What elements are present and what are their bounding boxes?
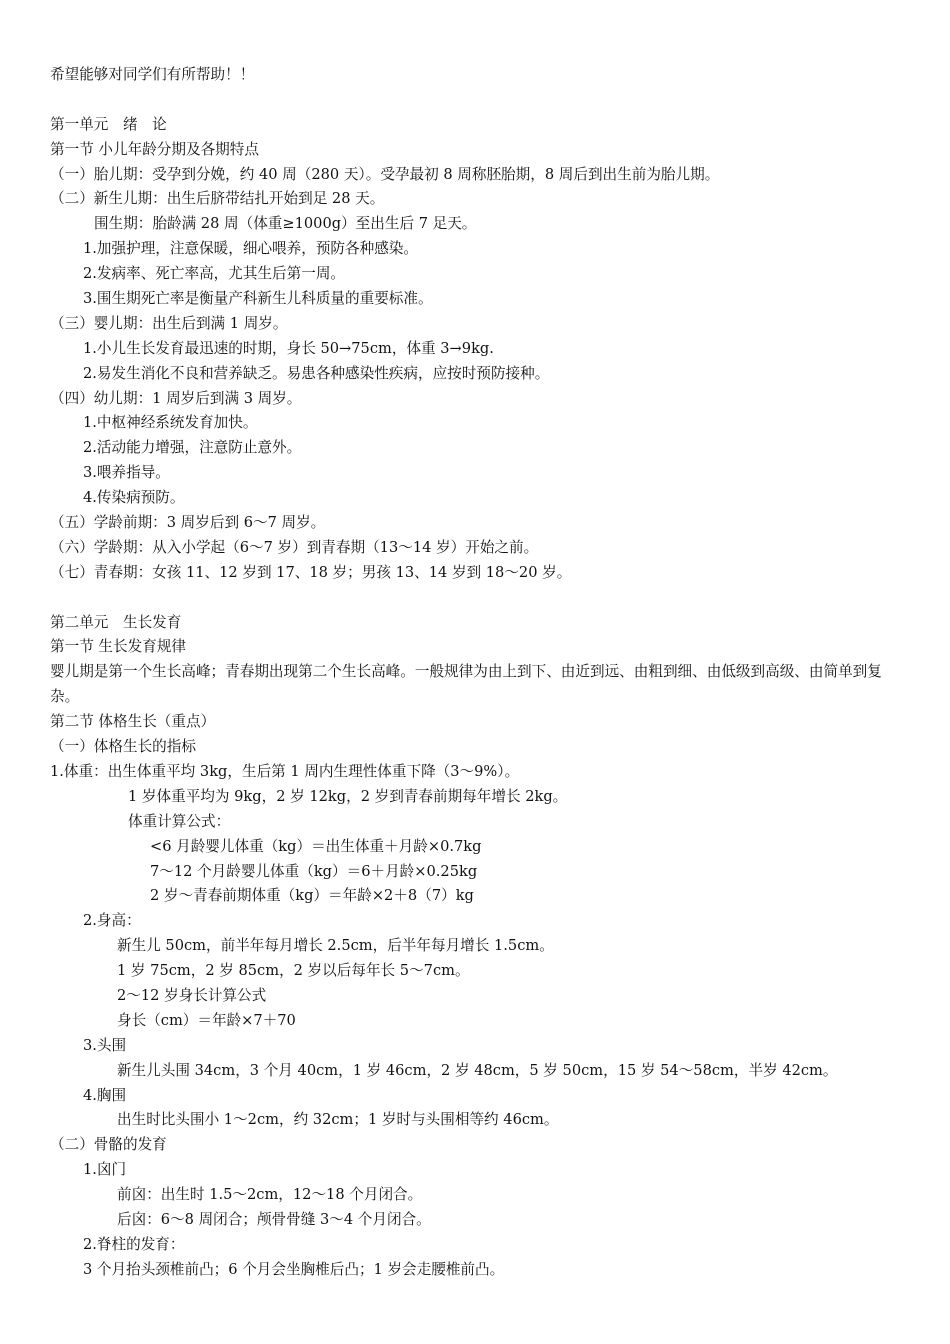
adolescence-period: （七）青春期：女孩 11、12 岁到 17、18 岁；男孩 13、14 岁到 18～20 岁。 xyxy=(50,563,572,581)
document-page xyxy=(50,63,910,1283)
blank-line xyxy=(50,586,910,611)
blank-line xyxy=(50,88,910,113)
intro-text: 希望能够对同学们有所帮助！！ xyxy=(50,66,255,83)
neonatal-point-2: 2.发病率、死亡率高，尤其生后第一周。 xyxy=(83,265,346,283)
neonatal-point-1: 1.加强护理，注意保暖，细心喂养，预防各种感染。 xyxy=(83,240,418,258)
chest-circumference-heading: 4.胸围 xyxy=(83,1086,127,1104)
chest-circumference-values: 出生时比头围小 1～2cm，约 32cm；1 岁时与头围相等约 46cm。 xyxy=(117,1111,559,1129)
toddler-period: （四）幼儿期：1 周岁后到满 3 周岁。 xyxy=(50,389,302,407)
weight-line-1: 1.体重：出生体重平均 3kg，生后第 1 周内生理性体重下降（3～9%）。 xyxy=(50,762,520,780)
perinatal-period: 围生期：胎龄满 28 周（体重≥1000g）至出生后 7 足天。 xyxy=(94,215,477,233)
growth-indicators-heading: （一）体格生长的指标 xyxy=(50,738,196,756)
infant-point-2: 2.易发生消化不良和营养缺乏。易患各种感染性疾病，应按时预防接种。 xyxy=(83,364,550,382)
weight-line-2: 1 岁体重平均为 9kg，2 岁 12kg，2 岁到青春前期每年增长 2kg。 xyxy=(128,787,568,805)
toddler-point-3: 3.喂养指导。 xyxy=(83,464,170,482)
school-period: （六）学龄期：从入小学起（6～7 岁）到青春期（13～14 岁）开始之前。 xyxy=(50,538,539,556)
spine-heading: 2.脊柱的发育： xyxy=(83,1235,185,1253)
toddler-point-2: 2.活动能力增强，注意防止意外。 xyxy=(83,439,302,457)
height-line-2: 1 岁 75cm，2 岁 85cm，2 岁以后每年长 5～7cm。 xyxy=(117,962,470,980)
fontanelle-heading: 1.囟门 xyxy=(83,1161,127,1179)
toddler-point-4: 4.传染病预防。 xyxy=(83,489,185,507)
weight-formula-heading: 体重计算公式： xyxy=(128,812,231,830)
preschool-period: （五）学龄前期：3 周岁后到 6～7 周岁。 xyxy=(50,514,326,532)
unit1-title: 第一单元 绪 论 xyxy=(50,115,167,133)
weight-formula-2: 7～12 个月龄婴儿体重（kg）＝6＋月龄×0.25kg xyxy=(150,862,478,880)
head-circumference-heading: 3.头围 xyxy=(83,1036,127,1054)
neonatal-point-3: 3.围生期死亡率是衡量产科新生儿科质量的重要标准。 xyxy=(83,290,433,308)
posterior-fontanelle: 后囟：6～8 周闭合；颅骨骨缝 3～4 个月闭合。 xyxy=(117,1211,431,1228)
toddler-point-1: 1.中枢神经系统发育加快。 xyxy=(83,414,258,432)
weight-formula-1: <6 月龄婴儿体重（kg）＝出生体重＋月龄×0.7kg xyxy=(150,837,482,855)
anterior-fontanelle: 前囟：出生时 1.5～2cm，12～18 个月闭合。 xyxy=(117,1186,423,1204)
neonatal-period: （二）新生儿期：出生后脐带结扎开始到足 28 天。 xyxy=(50,190,385,208)
height-formula: 身长（cm）＝年龄×7＋70 xyxy=(117,1011,296,1029)
head-circumference-values: 新生儿头围 34cm，3 个月 40cm，1 岁 46cm，2 岁 48cm，5 岁 50cm，15 岁 54～58cm，半岁 42cm。 xyxy=(117,1061,838,1079)
growth-rules-paragraph: 婴儿期是第一个生长高峰；青春期出现第二个生长高峰。一般规律为由上到下、由近到远、由粗到细、由低级到高级、由简单到复杂。 xyxy=(50,663,882,706)
bone-development-heading: （二）骨骼的发育 xyxy=(50,1136,167,1154)
infant-period: （三）婴儿期：出生后到满 1 周岁。 xyxy=(50,314,288,332)
infant-point-1: 1.小儿生长发育最迅速的时期，身长 50→75cm，体重 3→9kg. xyxy=(83,339,494,357)
unit1-section1-title: 第一节 小儿年龄分期及各期特点 xyxy=(50,140,259,158)
weight-formula-3: 2 岁～青春前期体重（kg）＝年龄×2＋8（7）kg xyxy=(150,887,474,905)
unit2-section1-title: 第一节 生长发育规律 xyxy=(50,638,186,656)
height-line-1: 新生儿 50cm，前半年每月增长 2.5cm，后半年每月增长 1.5cm。 xyxy=(117,937,554,955)
spine-development: 3 个月抬头颈椎前凸；6 个月会坐胸椎后凸；1 岁会走腰椎前凸。 xyxy=(83,1260,505,1278)
height-formula-heading: 2～12 岁身长计算公式 xyxy=(117,986,267,1004)
unit2-section2-title: 第二节 体格生长（重点） xyxy=(50,713,216,731)
unit2-title: 第二单元 生长发育 xyxy=(50,613,182,631)
fetal-period: （一）胎儿期：受孕到分娩，约 40 周（280 天）。受孕最初 8 周称胚胎期，8 周后到出生前为胎儿期。 xyxy=(50,165,720,183)
height-heading: 2.身高： xyxy=(83,912,141,930)
